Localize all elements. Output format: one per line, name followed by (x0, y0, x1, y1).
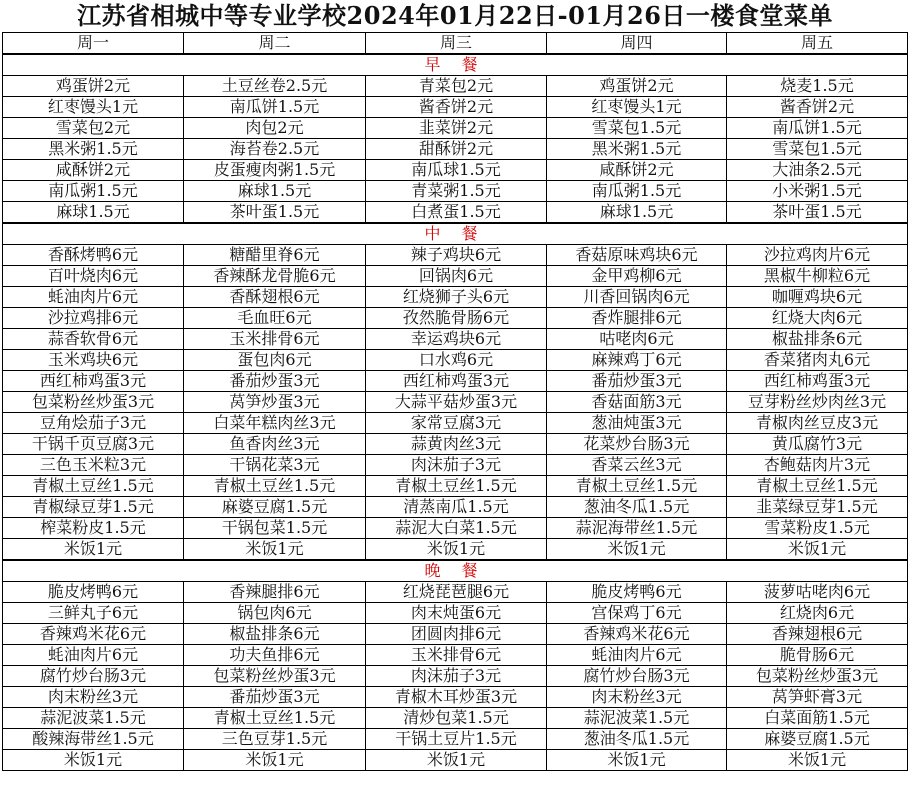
dish-cell: 青椒土豆丝1.5元 (547, 476, 727, 497)
dish-cell: 雪菜包1.5元 (727, 139, 908, 160)
dish-cell: 红烧琵琶腿6元 (366, 582, 547, 603)
dish-cell: 酱香饼2元 (366, 97, 547, 118)
dish-cell: 锅包肉6元 (184, 603, 366, 624)
dish-cell: 黑椒牛柳粒6元 (727, 266, 908, 287)
menu-row (3, 371, 908, 392)
dish-cell: 肉包2元 (184, 118, 366, 139)
page-title: 江苏省相城中等专业学校2024年01月22日-01月26日一楼食堂菜单 (77, 1, 833, 30)
dish-cell: 玉米鸡块6元 (3, 350, 184, 371)
menu-row (3, 287, 908, 308)
menu-row (3, 729, 908, 750)
dish-cell: 小米粥1.5元 (727, 181, 908, 202)
dish-cell: 三鲜丸子6元 (3, 603, 184, 624)
dish-cell: 香辣鸡米花6元 (547, 624, 727, 645)
dish-cell: 番茄炒蛋3元 (184, 371, 366, 392)
dish-cell: 红烧大肉6元 (727, 308, 908, 329)
dish-cell: 沙拉鸡肉片6元 (727, 245, 908, 266)
dish-cell: 红枣馒头1元 (3, 97, 184, 118)
dish-cell: 香辣酥龙骨脆6元 (184, 266, 366, 287)
dish-cell: 西红柿鸡蛋3元 (366, 371, 547, 392)
menu-row (3, 666, 908, 687)
dish-cell: 团圆肉排6元 (366, 624, 547, 645)
meal-section-label: 早 餐 (3, 54, 908, 76)
dish-cell: 酱香饼2元 (727, 97, 908, 118)
dish-cell: 南瓜饼1.5元 (727, 118, 908, 139)
dish-cell: 蛋包肉6元 (184, 350, 366, 371)
menu-row (3, 118, 908, 139)
dish-cell: 米饭1元 (3, 539, 184, 561)
menu-row (3, 266, 908, 287)
dish-cell: 咸酥饼2元 (3, 160, 184, 181)
menu-table-body (3, 33, 908, 771)
meal-section-label: 晚 餐 (3, 560, 908, 582)
dish-cell: 青椒肉丝豆皮3元 (727, 413, 908, 434)
dish-cell: 红烧狮子头6元 (366, 287, 547, 308)
dish-cell: 鱼香肉丝3元 (184, 434, 366, 455)
menu-row (3, 392, 908, 413)
dish-cell: 功夫鱼排6元 (184, 645, 366, 666)
dish-cell: 雪菜包2元 (3, 118, 184, 139)
dish-cell: 干锅包菜1.5元 (184, 518, 366, 539)
dish-cell: 青菜包2元 (366, 76, 547, 97)
dish-cell: 甜酥饼2元 (366, 139, 547, 160)
dish-cell: 包菜粉丝炒蛋3元 (727, 666, 908, 687)
dish-cell: 番茄炒蛋3元 (547, 371, 727, 392)
dish-cell: 蚝油肉片6元 (3, 287, 184, 308)
dish-cell: 西红柿鸡蛋3元 (727, 371, 908, 392)
dish-cell: 红枣馒头1元 (547, 97, 727, 118)
dish-cell: 烧麦1.5元 (727, 76, 908, 97)
dish-cell: 毛血旺6元 (184, 308, 366, 329)
dish-cell: 腐竹炒台肠3元 (3, 666, 184, 687)
dish-cell: 青椒土豆丝1.5元 (727, 476, 908, 497)
menu-row (3, 308, 908, 329)
meal-section-row (3, 223, 908, 245)
dish-cell: 榨菜粉皮1.5元 (3, 518, 184, 539)
dish-cell: 蒜香软骨6元 (3, 329, 184, 350)
dish-cell: 大蒜平菇炒蛋3元 (366, 392, 547, 413)
dish-cell: 玉米排骨6元 (184, 329, 366, 350)
meal-section-row (3, 54, 908, 76)
menu-row (3, 350, 908, 371)
dish-cell: 肉沫茄子3元 (366, 455, 547, 476)
dish-cell: 米饭1元 (366, 750, 547, 771)
dish-cell: 回锅肉6元 (366, 266, 547, 287)
menu-row (3, 624, 908, 645)
meal-section-label: 中 餐 (3, 223, 908, 245)
dish-cell: 香酥翅根6元 (184, 287, 366, 308)
dish-cell: 蚝油肉片6元 (547, 645, 727, 666)
dish-cell: 茶叶蛋1.5元 (727, 202, 908, 224)
menu-row (3, 139, 908, 160)
dish-cell: 白菜年糕肉丝3元 (184, 413, 366, 434)
dish-cell: 麻球1.5元 (547, 202, 727, 224)
dish-cell: 肉末粉丝3元 (3, 687, 184, 708)
meal-section-row (3, 560, 908, 582)
dish-cell: 韭菜饼2元 (366, 118, 547, 139)
dish-cell: 金甲鸡柳6元 (547, 266, 727, 287)
dish-cell: 麻辣鸡丁6元 (547, 350, 727, 371)
dish-cell: 宫保鸡丁6元 (547, 603, 727, 624)
dish-cell: 杏鲍菇肉片3元 (727, 455, 908, 476)
dish-cell: 鸡蛋饼2元 (547, 76, 727, 97)
menu-table (2, 32, 908, 771)
dish-cell: 茶叶蛋1.5元 (184, 202, 366, 224)
dish-cell: 麻球1.5元 (184, 181, 366, 202)
menu-row (3, 518, 908, 539)
dish-cell: 白煮蛋1.5元 (366, 202, 547, 224)
dish-cell: 肉末炖蛋6元 (366, 603, 547, 624)
dish-cell: 脆皮烤鸭6元 (547, 582, 727, 603)
dish-cell: 干锅土豆片1.5元 (366, 729, 547, 750)
dish-cell: 腐竹炒台肠3元 (547, 666, 727, 687)
dish-cell: 花菜炒台肠3元 (547, 434, 727, 455)
menu-row (3, 434, 908, 455)
dish-cell: 莴笋虾膏3元 (727, 687, 908, 708)
dish-cell: 蒜泥波菜1.5元 (3, 708, 184, 729)
dish-cell: 香炸腿排6元 (547, 308, 727, 329)
dish-cell: 鸡蛋饼2元 (3, 76, 184, 97)
menu-row (3, 76, 908, 97)
dish-cell: 麻婆豆腐1.5元 (727, 729, 908, 750)
dish-cell: 麻婆豆腐1.5元 (184, 497, 366, 518)
dish-cell: 米饭1元 (727, 750, 908, 771)
dish-cell: 包菜粉丝炒蛋3元 (3, 392, 184, 413)
dish-cell: 豆芽粉丝炒肉丝3元 (727, 392, 908, 413)
menu-row (3, 413, 908, 434)
dish-cell: 米饭1元 (547, 750, 727, 771)
dish-cell: 莴笋炒蛋3元 (184, 392, 366, 413)
menu-row (3, 687, 908, 708)
dish-cell: 青椒土豆丝1.5元 (3, 476, 184, 497)
dish-cell: 葱油冬瓜1.5元 (547, 729, 727, 750)
menu-row (3, 603, 908, 624)
dish-cell: 糖醋里脊6元 (184, 245, 366, 266)
dish-cell: 米饭1元 (184, 539, 366, 561)
dish-cell: 三色玉米粒3元 (3, 455, 184, 476)
dish-cell: 菠萝咕咾肉6元 (727, 582, 908, 603)
dish-cell: 南瓜粥1.5元 (547, 181, 727, 202)
menu-row (3, 476, 908, 497)
dish-cell: 口水鸡6元 (366, 350, 547, 371)
dish-cell: 清炒包菜1.5元 (366, 708, 547, 729)
dish-cell: 百叶烧肉6元 (3, 266, 184, 287)
menu-row (3, 750, 908, 771)
dish-cell: 川香回锅肉6元 (547, 287, 727, 308)
dish-cell: 蒜泥海带丝1.5元 (547, 518, 727, 539)
dish-cell: 包菜粉丝炒蛋3元 (184, 666, 366, 687)
dish-cell: 干锅千页豆腐3元 (3, 434, 184, 455)
dish-cell: 酸辣海带丝1.5元 (3, 729, 184, 750)
dish-cell: 南瓜粥1.5元 (3, 181, 184, 202)
dish-cell: 椒盐排条6元 (727, 329, 908, 350)
dish-cell: 大油条2.5元 (727, 160, 908, 181)
dish-cell: 咖喱鸡块6元 (727, 287, 908, 308)
day-header: 周五 (727, 33, 908, 55)
weekday-header-row (3, 33, 908, 55)
menu-row (3, 708, 908, 729)
dish-cell: 香菜云丝3元 (547, 455, 727, 476)
menu-row (3, 497, 908, 518)
dish-cell: 米饭1元 (366, 539, 547, 561)
dish-cell: 葱油炖蛋3元 (547, 413, 727, 434)
dish-cell: 脆皮烤鸭6元 (3, 582, 184, 603)
dish-cell: 皮蛋瘦肉粥1.5元 (184, 160, 366, 181)
dish-cell: 土豆丝卷2.5元 (184, 76, 366, 97)
dish-cell: 咸酥饼2元 (547, 160, 727, 181)
dish-cell: 沙拉鸡排6元 (3, 308, 184, 329)
dish-cell: 干锅花菜3元 (184, 455, 366, 476)
menu-row (3, 181, 908, 202)
dish-cell: 孜然脆骨肠6元 (366, 308, 547, 329)
dish-cell: 西红柿鸡蛋3元 (3, 371, 184, 392)
day-header: 周四 (547, 33, 727, 55)
menu-row (3, 455, 908, 476)
dish-cell: 咕咾肉6元 (547, 329, 727, 350)
day-header: 周三 (366, 33, 547, 55)
dish-cell: 清蒸南瓜1.5元 (366, 497, 547, 518)
dish-cell: 香菜猪肉丸6元 (727, 350, 908, 371)
dish-cell: 香辣腿排6元 (184, 582, 366, 603)
menu-row (3, 160, 908, 181)
dish-cell: 蒜黄肉丝3元 (366, 434, 547, 455)
dish-cell: 豆角烩茄子3元 (3, 413, 184, 434)
dish-cell: 家常豆腐3元 (366, 413, 547, 434)
dish-cell: 香酥烤鸭6元 (3, 245, 184, 266)
dish-cell: 椒盐排条6元 (184, 624, 366, 645)
menu-row (3, 245, 908, 266)
dish-cell: 蒜泥大白菜1.5元 (366, 518, 547, 539)
dish-cell: 青椒土豆丝1.5元 (184, 476, 366, 497)
dish-cell: 青菜粥1.5元 (366, 181, 547, 202)
dish-cell: 南瓜球1.5元 (366, 160, 547, 181)
dish-cell: 雪菜包1.5元 (547, 118, 727, 139)
dish-cell: 三色豆芽1.5元 (184, 729, 366, 750)
dish-cell: 青椒木耳炒蛋3元 (366, 687, 547, 708)
dish-cell: 蚝油肉片6元 (3, 645, 184, 666)
dish-cell: 青椒绿豆芽1.5元 (3, 497, 184, 518)
dish-cell: 辣子鸡块6元 (366, 245, 547, 266)
menu-row (3, 329, 908, 350)
dish-cell: 香辣翅根6元 (727, 624, 908, 645)
dish-cell: 蒜泥波菜1.5元 (547, 708, 727, 729)
menu-row (3, 645, 908, 666)
menu-row (3, 582, 908, 603)
menu-row (3, 202, 908, 224)
dish-cell: 黄瓜腐竹3元 (727, 434, 908, 455)
dish-cell: 青椒土豆丝1.5元 (184, 708, 366, 729)
dish-cell: 红烧肉6元 (727, 603, 908, 624)
dish-cell: 葱油冬瓜1.5元 (547, 497, 727, 518)
dish-cell: 香辣鸡米花6元 (3, 624, 184, 645)
dish-cell: 麻球1.5元 (3, 202, 184, 224)
dish-cell: 香菇原味鸡块6元 (547, 245, 727, 266)
menu-row (3, 539, 908, 561)
dish-cell: 香菇面筋3元 (547, 392, 727, 413)
dish-cell: 肉末粉丝3元 (547, 687, 727, 708)
day-header: 周二 (184, 33, 366, 55)
dish-cell: 玉米排骨6元 (366, 645, 547, 666)
dish-cell: 韭菜绿豆芽1.5元 (727, 497, 908, 518)
day-header: 周一 (3, 33, 184, 55)
dish-cell: 黑米粥1.5元 (547, 139, 727, 160)
dish-cell: 米饭1元 (727, 539, 908, 561)
dish-cell: 番茄炒蛋3元 (184, 687, 366, 708)
dish-cell: 黑米粥1.5元 (3, 139, 184, 160)
dish-cell: 雪菜粉皮1.5元 (727, 518, 908, 539)
dish-cell: 肉沫茄子3元 (366, 666, 547, 687)
dish-cell: 米饭1元 (547, 539, 727, 561)
dish-cell: 幸运鸡块6元 (366, 329, 547, 350)
dish-cell: 脆骨肠6元 (727, 645, 908, 666)
dish-cell: 米饭1元 (184, 750, 366, 771)
dish-cell: 青椒土豆丝1.5元 (366, 476, 547, 497)
dish-cell: 米饭1元 (3, 750, 184, 771)
dish-cell: 南瓜饼1.5元 (184, 97, 366, 118)
menu-row (3, 97, 908, 118)
dish-cell: 白菜面筋1.5元 (727, 708, 908, 729)
dish-cell: 海苔卷2.5元 (184, 139, 366, 160)
